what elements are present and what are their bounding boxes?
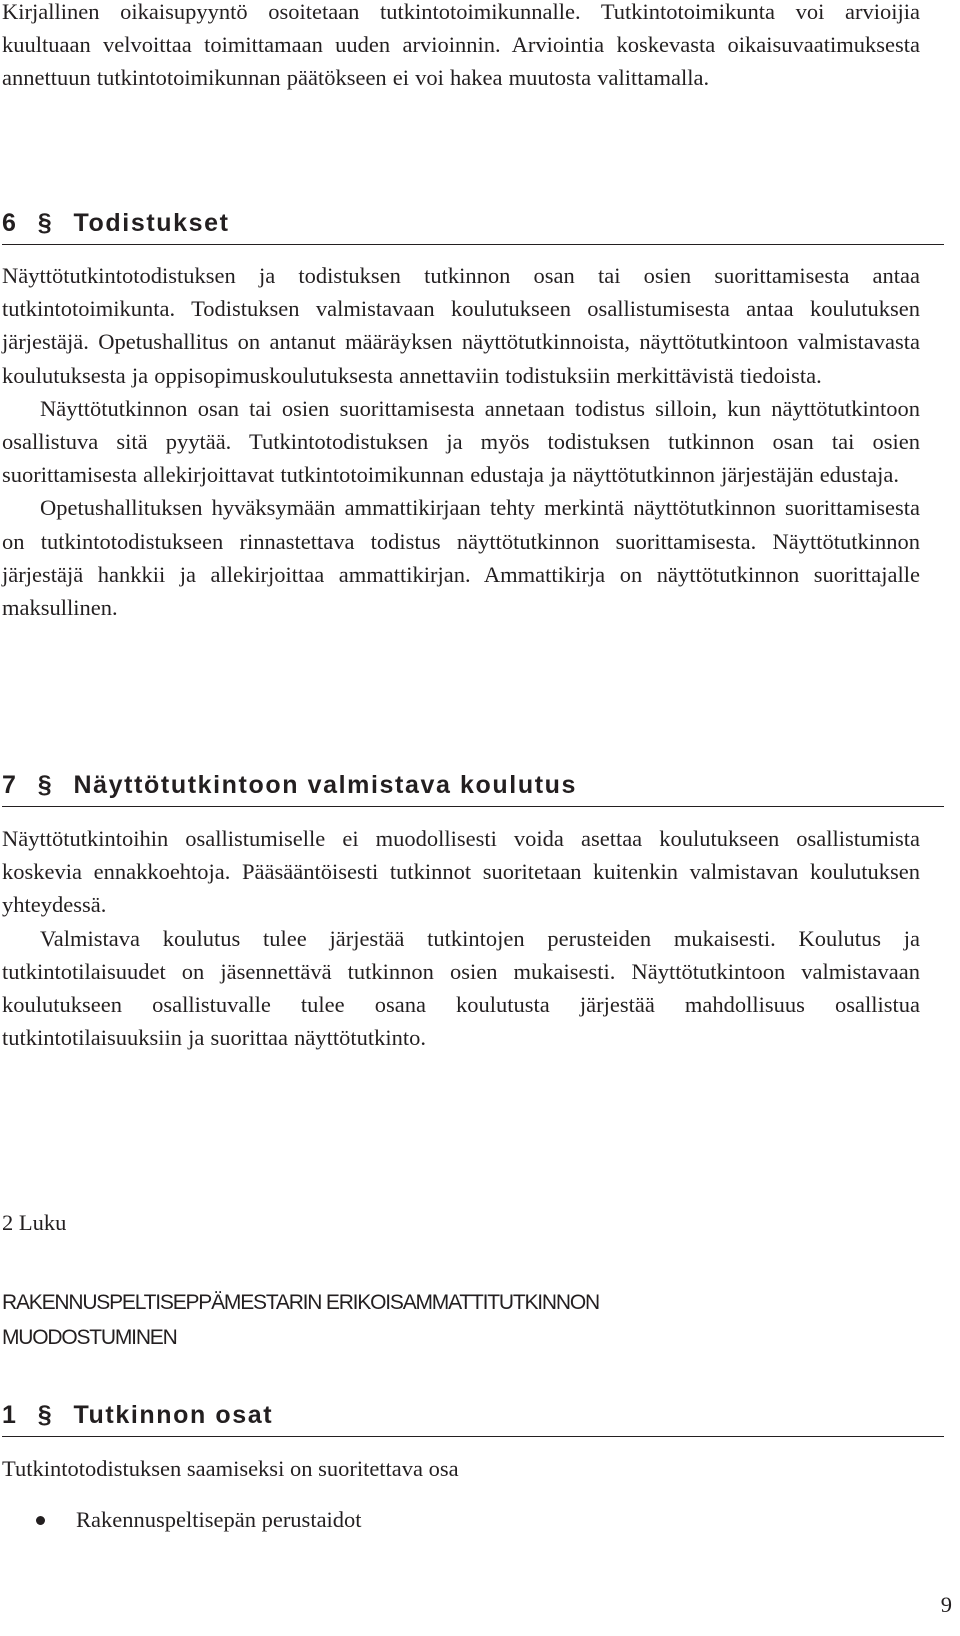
chapter-title	[2, 1285, 922, 1355]
section-1-paragraph: Tutkintotodistuksen saamiseksi on suoritettava osa	[2, 1456, 459, 1481]
section-7-symbol: §	[37, 771, 54, 799]
intro-paragraph-block	[2, 0, 920, 95]
section-6-paragraph-1: Näyttötutkintotodistuksen ja todistuksen tutkinnon osan tai osien suorittamisesta antaa tutkintotoimikunta. Todistuksen valmistavaan koulutukseen osallistumisesta antaa koulutuksen järjestäjä. Opetushallitus on antanut määräyksen näyttötutkinnoista, näyttötutkintoon valmistavasta koulutuksesta ja oppisopimuskoulutuksesta annettaviin todistuksiin merkittävistä tiedoista.	[2, 263, 920, 388]
section-6-heading	[2, 206, 944, 245]
intro-paragraph: Kirjallinen oikaisupyyntö osoitetaan tutkintotoimikunnalle. Tutkintotoimikunta voi arvioijia kuultuaan velvoittaa toimittamaan uuden arvioinnin. Arviointia koskevasta oikaisuvaatimuksesta annettuun tutkintotoimikunnan päätökseen ei voi hakea muutosta valittamalla.	[2, 0, 920, 91]
section-1-title: Tutkinnon osat	[73, 1401, 274, 1429]
section-1-symbol: §	[37, 1401, 54, 1429]
section-6-body	[2, 259, 920, 624]
section-6-number: 6	[2, 209, 18, 237]
section-7-heading	[2, 768, 944, 807]
section-6-symbol: §	[37, 209, 54, 237]
section-6-title: Todistukset	[73, 209, 230, 237]
section-1-number: 1	[2, 1401, 18, 1429]
section-7-body	[2, 822, 920, 1054]
section-1-heading	[2, 1398, 944, 1437]
chapter-title-line-1: RAKENNUSPELTISEPPÄMESTARIN ERIKOISAMMATTITUTKINNON	[2, 1291, 599, 1314]
list-item-text: Rakennuspeltisepän perustaidot	[76, 1507, 362, 1532]
section-7-number: 7	[2, 771, 18, 799]
section-6-paragraph-3: Opetushallituksen hyväksymään ammattikirjaan tehty merkintä näyttötutkinnon suorittamisesta on tutkintotodistukseen rinnastettava todistus näyttötutkinnon suorittamisesta. Näyttötutkinnon järjestäjä hankkii ja allekirjoittaa ammattikirjan. Ammattikirja on näyttötutkinnon suorittajalle maksullinen.	[2, 495, 920, 621]
chapter-label: 2 Luku	[2, 1210, 67, 1235]
section-1-bullet-list	[2, 1503, 362, 1536]
section-6-paragraph-2: Näyttötutkinnon osan tai osien suorittamisesta annetaan todistus silloin, kun näyttötutkintoon osallistuva sitä pyytää. Tutkintotodistuksen ja myös todistuksen tutkinnon osan tai osien suorittamisesta allekirjoittavat tutkintotoimikunnan edustaja ja näyttötutkinnon järjestäjän edustaja.	[2, 395, 920, 488]
page-number: 9	[940, 1592, 952, 1617]
list-item	[2, 1503, 362, 1536]
chapter-title-line-2: MUODOSTUMINEN	[2, 1326, 177, 1349]
section-7-title: Näyttötutkintoon valmistava koulutus	[73, 771, 578, 799]
bullet-icon	[36, 1516, 45, 1525]
section-7-paragraph-1: Näyttötutkintoihin osallistumiselle ei muodollisesti voida asettaa koulutukseen osallistumista koskevia ennakkoehtoja. Pääsääntöisesti tutkinnot suoritetaan kuitenkin valmistavan koulutuksen yhteydessä.	[2, 826, 920, 918]
section-7-paragraph-2: Valmistava koulutus tulee järjestää tutkintojen perusteiden mukaisesti. Koulutus ja tutkintotilaisuudet on jäsennettävä tutkinnon osien mukaisesti. Näyttötutkintoon valmistavaan koulutukseen osallistuvalle tulee osana koulutusta järjestää mahdollisuus osallistua tutkintotilaisuuksiin ja suorittaa näyttötutkinto.	[2, 925, 920, 1051]
